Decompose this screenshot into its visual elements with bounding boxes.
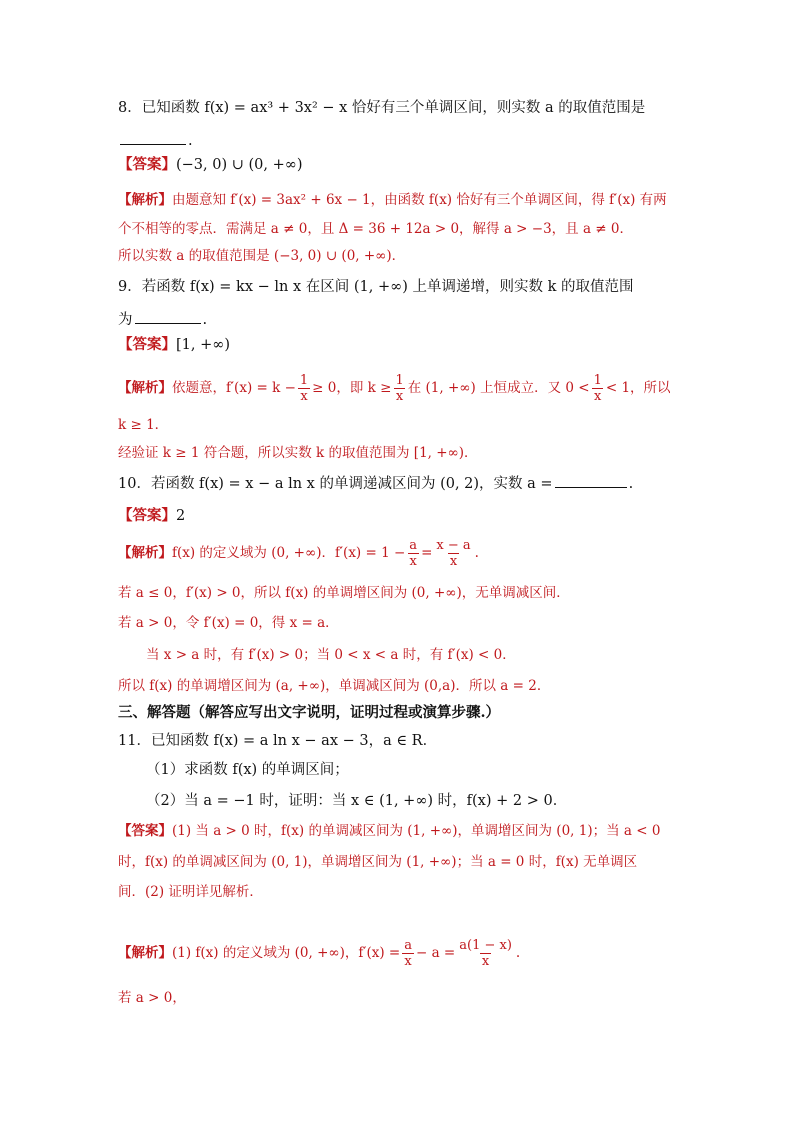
q11-part-2: （2）当 a = −1 时，证明：当 x ∈ (1, +∞) 时，f(x) + 2 > 0．	[146, 793, 568, 809]
q11-analysis-line-1: 【解析】(1) f(x) 的定义域为 (0, +∞)，f′(x) = $\frac{a}{x}$ − a = $\frac{a(1 - x)}{x}$ .	[118, 938, 521, 969]
section-heading: 三、解答题（解答应写出文字说明，证明过程或演算步骤.）	[118, 704, 501, 721]
q9-analysis-line-2: k ≥ 1．	[118, 417, 169, 433]
fraction-a-one-minus-x-over-x: $\frac{a(1 - x)}{x}$	[459, 938, 512, 969]
q9-stem: 9．若函数 f(x) = kx − ln x 在区间 (1, +∞) 上单调递增，则实数 k 的取值范围	[118, 279, 634, 295]
q9-blank-line: 为 .	[118, 309, 207, 330]
fraction-1-over-x: $\frac{1}{x}$	[593, 373, 602, 404]
fraction-1-over-x: $\frac{1}{x}$	[395, 373, 404, 404]
q10-stem: 10．若函数 f(x) = x − a ln x 的单调递减区间为 (0, 2)，实数 a = .	[118, 473, 633, 494]
q11-part-1: （1）求函数 f(x) 的单调区间；	[146, 762, 349, 778]
analysis-tag: 【解析】	[118, 545, 172, 561]
q11-answer-line-2: 时，f(x) 的单调减区间为 (0, 1)，单调增区间为 (1, +∞)；当 a = 0 时，f(x) 无单调区	[118, 854, 638, 870]
analysis-tag: 【解析】	[118, 192, 172, 208]
q10-analysis-line-1: 【解析】f(x) 的定义域为 (0, +∞)．f′(x) = 1 − $\frac{a}{x}$ = $\frac{x - a}{x}$ .	[118, 538, 479, 569]
answer-tag: 【答案】	[118, 156, 176, 173]
q11-answer-line-3: 间．(2) 证明详见解析．	[118, 884, 263, 900]
fraction-a-over-x: $\frac{a}{x}$	[404, 938, 412, 969]
q11-answer-line-1: 【答案】(1) 当 a > 0 时，f(x) 的单调减区间为 (1, +∞)，单调增区间为 (0, 1)；当 a < 0	[118, 823, 661, 839]
q9-answer-blank	[135, 309, 201, 324]
q10-answer-blank	[555, 473, 627, 488]
q8-blank-line: .	[118, 130, 193, 151]
q10-analysis-line-4: 当 x > a 时，有 f′(x) > 0；当 0 < x < a 时，有 f′(x) < 0．	[146, 647, 516, 663]
fraction-a-over-x: $\frac{a}{x}$	[409, 538, 418, 569]
q11-analysis-line-2: 若 a > 0，	[118, 990, 186, 1006]
fraction-x-minus-a-over-x: $\frac{x - a}{x}$	[436, 538, 471, 569]
q8-stem: 8．已知函数 f(x) = ax³ + 3x² − x 恰好有三个单调区间，则实数 a 的取值范围是	[118, 100, 646, 116]
answer-tag: 【答案】	[118, 336, 176, 353]
q11-stem: 11．已知函数 f(x) = a ln x − ax − 3，a ∈ R．	[118, 733, 438, 749]
q9-answer: 【答案】[1, +∞)	[118, 336, 230, 353]
q8-analysis-line-2: 个不相等的零点．需满足 a ≠ 0，且 Δ = 36 + 12a > 0，解得 a > −3，且 a ≠ 0．	[118, 221, 633, 237]
q10-analysis-line-3: 若 a > 0，令 f′(x) = 0，得 x = a．	[118, 615, 339, 631]
analysis-tag: 【解析】	[118, 380, 172, 396]
q8-analysis-line-1: 【解析】由题意知 f′(x) = 3ax² + 6x − 1，由函数 f(x) 恰好有三个单调区间，得 f′(x) 有两	[118, 192, 667, 208]
answer-tag: 【答案】	[118, 823, 172, 839]
q8-analysis-line-3: 所以实数 a 的取值范围是 (−3, 0) ∪ (0, +∞)．	[118, 248, 406, 264]
q8-answer: 【答案】(−3, 0) ∪ (0, +∞)	[118, 156, 303, 173]
answer-tag: 【答案】	[118, 507, 176, 524]
q10-analysis-line-5: 所以 f(x) 的单调增区间为 (a, +∞)，单调减区间为 (0,a)．所以 a = 2．	[118, 678, 551, 694]
q9-analysis-line-3: 经验证 k ≥ 1 符合题，所以实数 k 的取值范围为 [1, +∞)．	[118, 445, 478, 461]
fraction-1-over-x: $\frac{1}{x}$	[299, 373, 309, 404]
analysis-tag: 【解析】	[118, 945, 172, 961]
q8-answer-blank	[120, 130, 186, 145]
q10-analysis-line-2: 若 a ≤ 0，f′(x) > 0，所以 f(x) 的单调增区间为 (0, +∞)，无单调减区间．	[118, 585, 570, 601]
q10-answer: 【答案】2	[118, 507, 186, 524]
q9-analysis-line-1: 【解析】依题意，f′(x) = k − $\frac{1}{x}$ ≥ 0，即 k ≥ $\frac{1}{x}$ 在 (1, +∞) 上恒成立．又 0 < $\frac{1}{x}$ < 1，所以	[118, 373, 671, 404]
